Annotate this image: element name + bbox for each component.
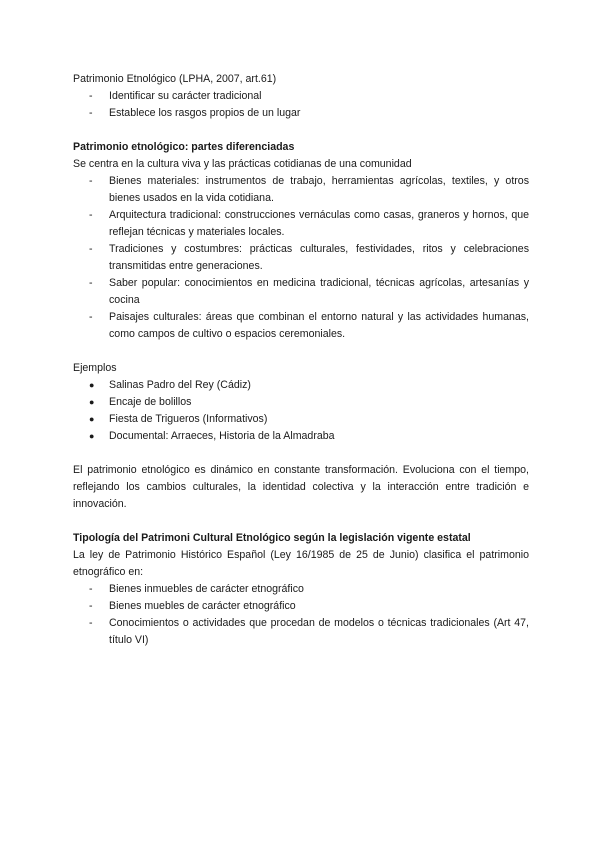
list-item: - Identificar su carácter tradicional bbox=[73, 88, 529, 105]
bullet-icon: ● bbox=[89, 431, 95, 441]
section2-list bbox=[73, 173, 529, 343]
dash-marker: - bbox=[89, 243, 93, 255]
bullet-icon: ● bbox=[89, 414, 95, 424]
dash-marker: - bbox=[89, 311, 93, 323]
dash-marker: - bbox=[89, 277, 93, 289]
section4-intro: La ley de Patrimonio Histórico Español (Ley 16/1985 de 25 de Junio) clasifica el patrimonio etnográfico en: bbox=[73, 549, 529, 578]
dash-marker: - bbox=[89, 600, 93, 612]
dash-marker: - bbox=[89, 90, 93, 102]
dash-marker: - bbox=[89, 175, 93, 187]
list-item: - Bienes inmuebles de carácter etnográfico bbox=[73, 581, 529, 598]
list-item: ● Documental: Arraeces, Historia de la Almadraba bbox=[73, 428, 529, 445]
section3-heading: Ejemplos bbox=[73, 362, 117, 374]
list-item: - Bienes materiales: instrumentos de trabajo, herramientas agrícolas, textiles, y otros bienes usados en la vida cotidiana. bbox=[89, 175, 529, 204]
section4-heading: Tipología del Patrimoni Cultural Etnológico según la legislación vigente estatal bbox=[73, 532, 471, 544]
section2-intro: Se centra en la cultura viva y las prácticas cotidianas de una comunidad bbox=[73, 158, 412, 170]
body-paragraph: El patrimonio etnológico es dinámico en constante transformación. Evoluciona con el tiempo, reflejando los cambios culturales, la identidad colectiva y la interacción entre tradición e innovación. bbox=[73, 464, 529, 510]
section4-list bbox=[73, 581, 529, 649]
dash-marker: - bbox=[89, 107, 93, 119]
list-item: ● Salinas Padro del Rey (Cádiz) bbox=[73, 377, 529, 394]
dash-marker: - bbox=[89, 583, 93, 595]
list-item: - Establece los rasgos propios de un lugar bbox=[73, 105, 529, 122]
dash-marker: - bbox=[89, 617, 93, 629]
bullet-icon: ● bbox=[89, 397, 95, 407]
list-item: - Bienes muebles de carácter etnográfico bbox=[73, 598, 529, 615]
list-item: - Arquitectura tradicional: construcciones vernáculas como casas, graneros y hornos, que reflejan técnicas y materiales locales. bbox=[89, 209, 529, 238]
list-item: ● Encaje de bolillos bbox=[73, 394, 529, 411]
section2-heading: Patrimonio etnológico: partes diferenciadas bbox=[73, 141, 295, 153]
dash-marker: - bbox=[89, 209, 93, 221]
examples-list bbox=[73, 377, 529, 445]
list-item: - Paisajes culturales: áreas que combinan el entorno natural y las actividades humanas, como campos de cultivo o espacios ceremoniales. bbox=[89, 311, 529, 340]
list-item: - Tradiciones y costumbres: prácticas culturales, festividades, ritos y celebraciones transmitidas entre generaciones. bbox=[89, 243, 529, 272]
document-page bbox=[73, 71, 529, 649]
section1-list bbox=[73, 88, 529, 122]
bullet-icon: ● bbox=[89, 380, 95, 390]
list-item: - Saber popular: conocimientos en medicina tradicional, técnicas agrícolas, artesanías y cocina bbox=[89, 277, 529, 306]
list-item: ● Fiesta de Trigueros (Informativos) bbox=[73, 411, 529, 428]
section1-heading: Patrimonio Etnológico (LPHA, 2007, art.61) bbox=[73, 73, 277, 85]
list-item: - Conocimientos o actividades que procedan de modelos o técnicas tradicionales (Art 47, título VI) bbox=[89, 617, 529, 646]
